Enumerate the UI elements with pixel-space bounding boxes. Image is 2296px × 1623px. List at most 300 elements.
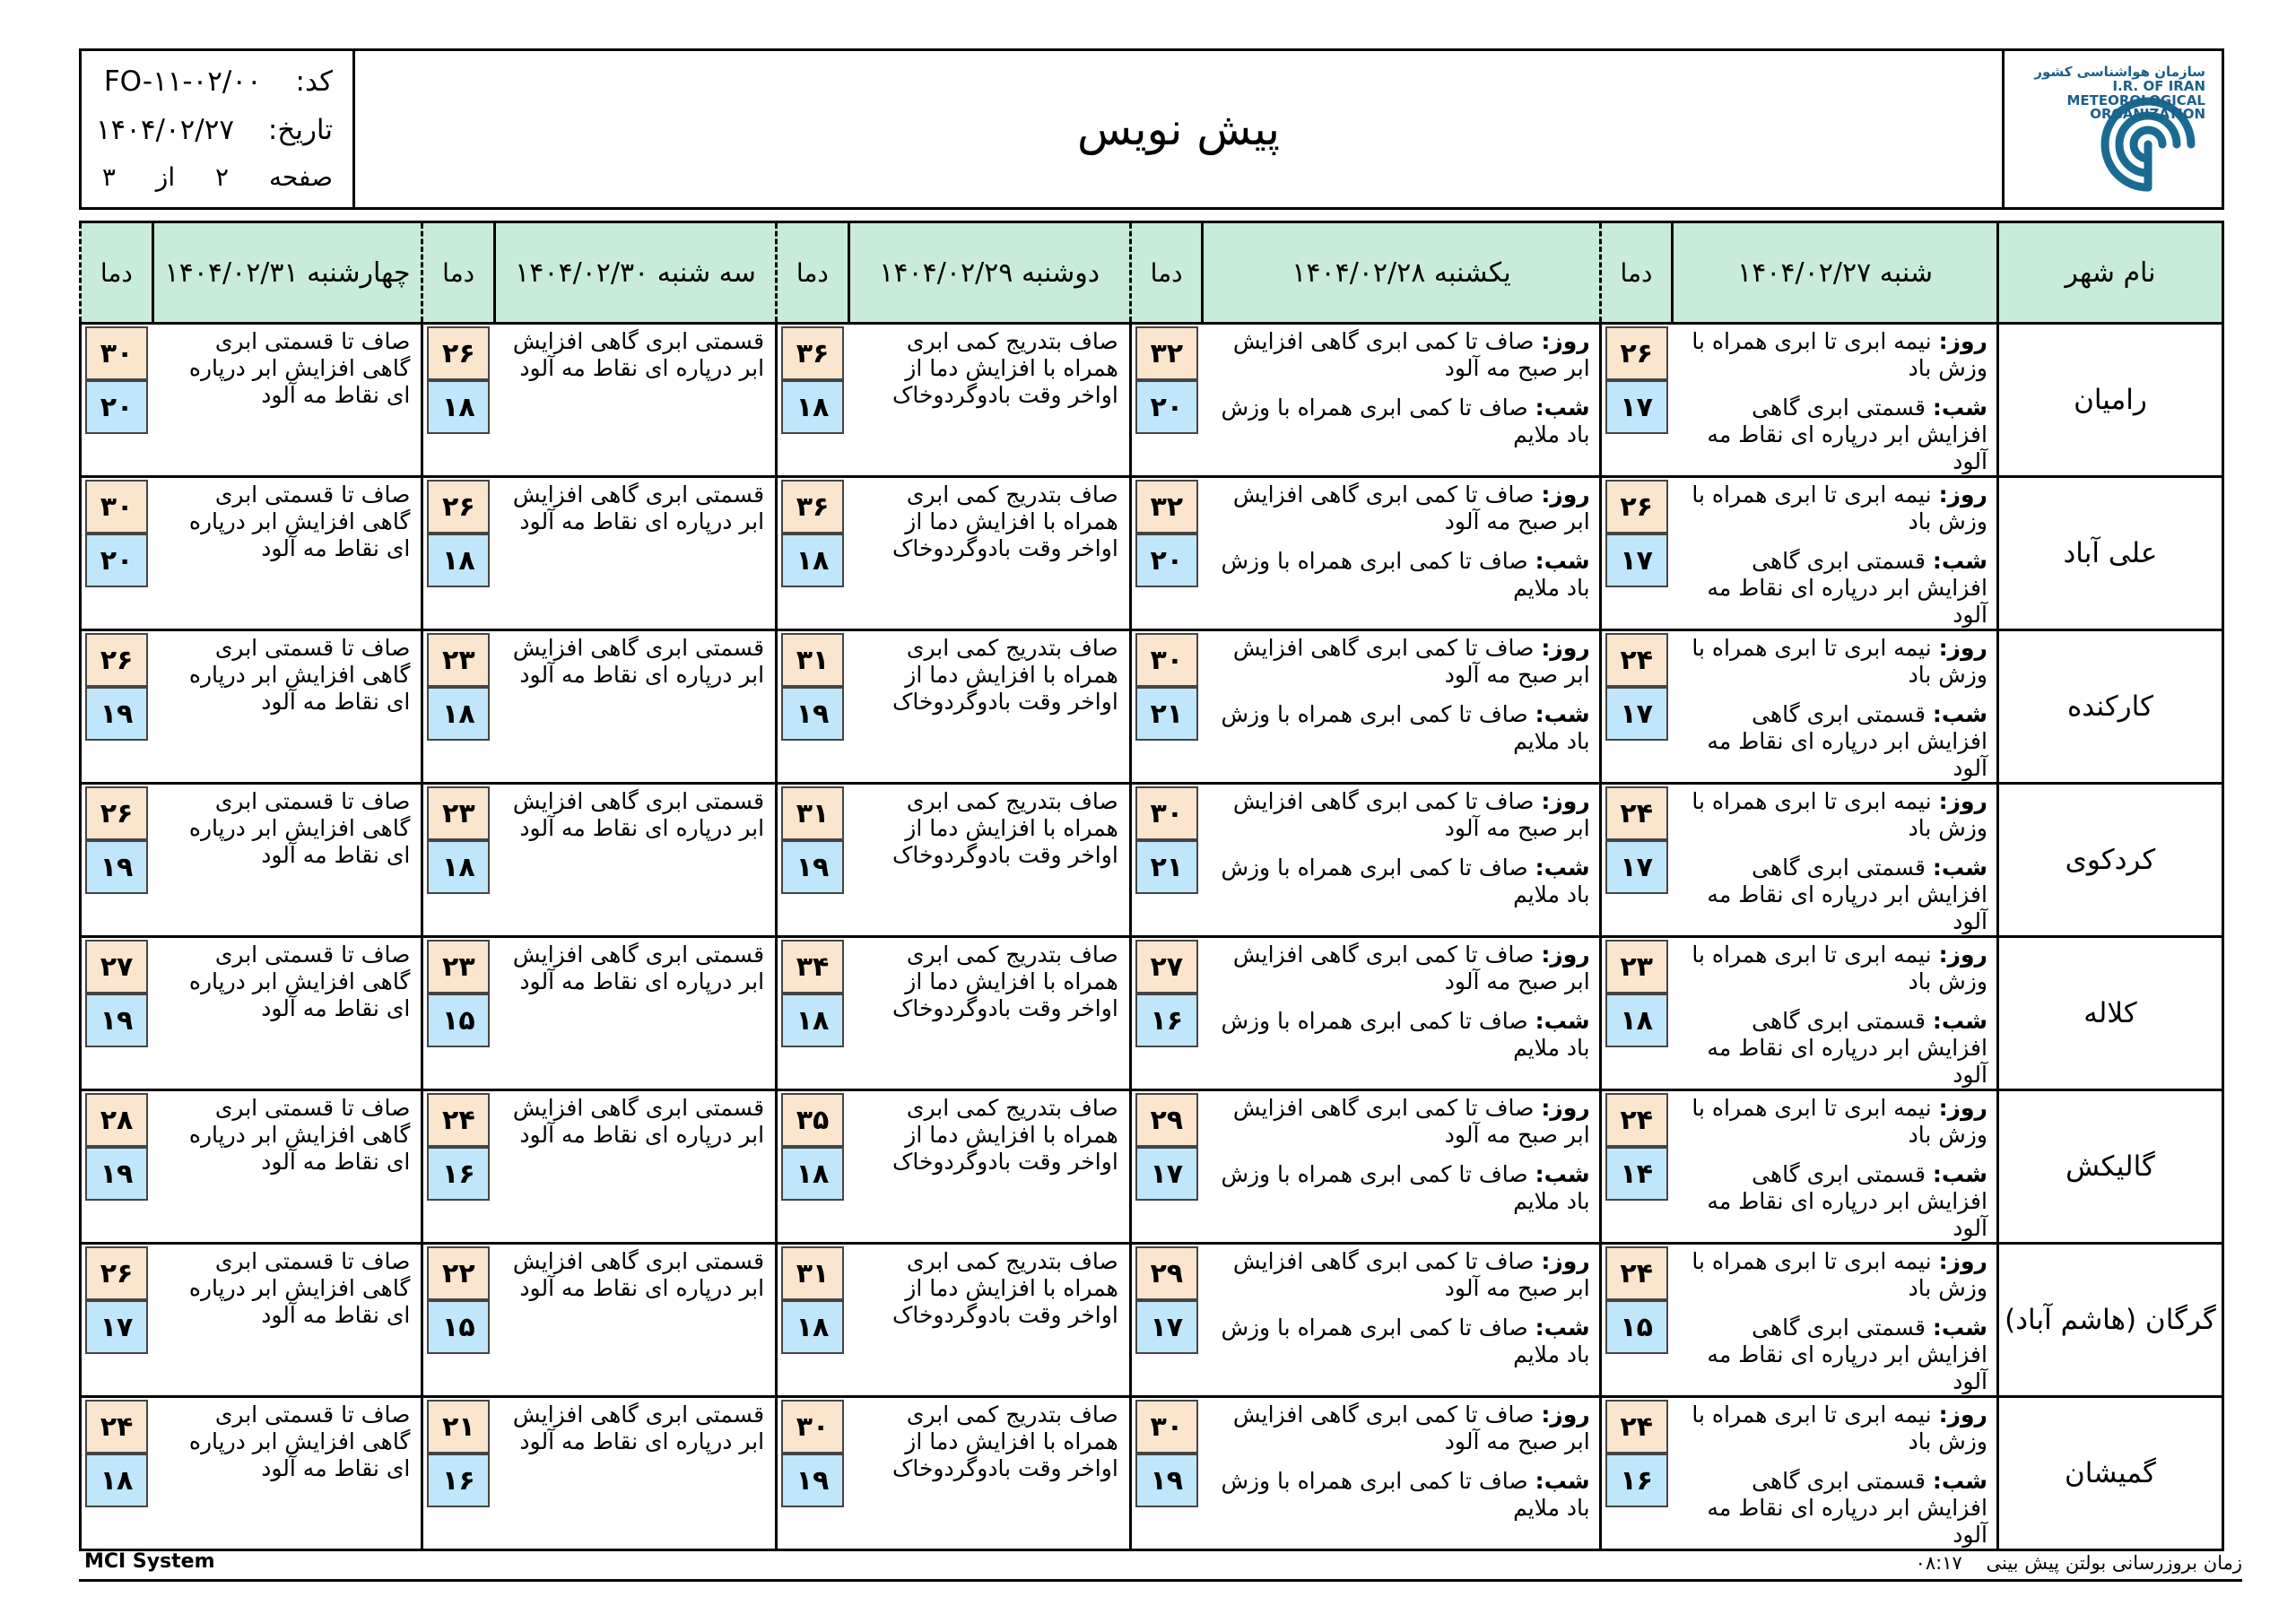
night-forecast [1212,1468,1590,1522]
table-row [81,784,2223,937]
forecast-cell [1673,477,1998,630]
day-forecast [1682,482,1987,535]
max-temperature: ۳۴ [781,940,844,994]
day-forecast-text: نیمه ابری تا ابری همراه با وزش باد [1692,1095,1987,1148]
min-temperature: ۱۵ [427,1300,490,1354]
temperature-cell [1130,477,1203,630]
max-temperature: ۳۵ [781,1093,844,1147]
day-prefix: روز: [1541,635,1590,661]
update-time: ۰۸:۱۷ [1915,1552,1962,1574]
day-forecast [1212,635,1590,689]
table-row [81,1244,2223,1397]
min-temperature: ۱۹ [781,687,844,741]
day-prefix: روز: [1541,328,1590,354]
day-prefix: روز: [1541,482,1590,508]
day-forecast [1682,942,1987,995]
min-temperature: ۱۹ [85,994,148,1047]
temp-column-header: دما [422,222,495,324]
max-temperature: ۲۴ [1605,1093,1668,1147]
night-prefix: شب: [1932,855,1987,881]
forecast-cell [1203,324,1600,477]
forecast-cell [1673,324,1998,477]
min-temperature: ۱۶ [1605,1454,1668,1507]
temp-column-header: دما [1130,222,1203,324]
min-temperature: ۱۸ [427,687,490,741]
logo-text [2026,65,2205,122]
day-prefix: روز: [1938,788,1987,814]
max-temperature: ۲۷ [1135,940,1198,994]
min-temperature: ۲۰ [1135,380,1198,434]
min-temperature: ۱۹ [781,1454,844,1507]
day-forecast [1682,1402,1987,1455]
forecast-cell: صاف بتدریج کمی ابری همراه با افزایش دما از اواخر وقت بادوگردوخاک [848,324,1130,477]
temperature-cell [1130,937,1203,1090]
day-forecast-text: نیمه ابری تا ابری همراه با وزش باد [1692,635,1987,688]
max-temperature: ۳۰ [1135,1400,1198,1454]
forecast-cell: قسمتی ابری گاهی افزایش ابر درپاره ای نقاط مه آلود [494,630,776,784]
page-number: ۲ [215,162,230,192]
day-forecast-text: نیمه ابری تا ابری همراه با وزش باد [1692,1248,1987,1301]
temperature-cell [1130,324,1203,477]
min-temperature: ۱۷ [1605,687,1668,741]
city-name: کارکنده [1997,630,2222,784]
temperature-cell [81,1244,153,1397]
max-temperature: ۲۹ [1135,1246,1198,1300]
day-forecast [1682,1095,1987,1149]
temperature-cell [81,1397,153,1550]
temperature-cell [1130,1397,1203,1550]
night-forecast-text: قسمتی ابری گاهی افزایش ابر درپاره ای نقاط مه آلود [1707,1008,1987,1088]
temperature-cell [422,784,495,937]
min-temperature: ۱۷ [1135,1147,1198,1201]
temperature-cell [1130,1244,1203,1397]
forecast-cell: صاف بتدریج کمی ابری همراه با افزایش دما از اواخر وقت بادوگردوخاک [848,1244,1130,1397]
city-name: گالیکش [1997,1090,2222,1244]
forecast-cell: صاف تا قسمتی ابری گاهی افزایش ابر درپاره ای نقاط مه آلود [152,937,422,1090]
min-temperature: ۱۷ [85,1300,148,1354]
forecast-cell [1673,1397,1998,1550]
night-forecast-text: قسمتی ابری گاهی افزایش ابر درپاره ای نقاط مه آلود [1707,1161,1987,1241]
night-forecast-text: قسمتی ابری گاهی افزایش ابر درپاره ای نقاط مه آلود [1707,1468,1987,1548]
date-value: ۱۴۰۴/۰۲/۲۷ [95,114,234,146]
max-temperature: ۳۰ [85,480,148,534]
forecast-cell [1203,1090,1600,1244]
min-temperature: ۲۰ [85,380,148,434]
forecast-cell [1673,1244,1998,1397]
date-row [96,114,333,146]
day-forecast [1682,1248,1987,1302]
night-prefix: شب: [1932,548,1987,574]
temperature-cell [81,324,153,477]
forecast-cell: قسمتی ابری گاهی افزایش ابر درپاره ای نقاط مه آلود [494,937,776,1090]
forecast-cell: صاف تا قسمتی ابری گاهی افزایش ابر درپاره ای نقاط مه آلود [152,1397,422,1550]
min-temperature: ۱۸ [427,380,490,434]
forecast-cell: صاف تا قسمتی ابری گاهی افزایش ابر درپاره ای نقاط مه آلود [152,324,422,477]
min-temperature: ۲۰ [85,534,148,587]
temperature-cell [81,477,153,630]
forecast-cell: صاف بتدریج کمی ابری همراه با افزایش دما از اواخر وقت بادوگردوخاک [848,1397,1130,1550]
logo-persian-text: سازمان هواشناسی کشور [2034,64,2205,80]
night-forecast [1682,1008,1987,1089]
temperature-cell [422,477,495,630]
temperature-cell [1130,1090,1203,1244]
night-prefix: شب: [1535,548,1590,574]
day-forecast [1682,328,1987,382]
table-row [81,1397,2223,1550]
min-temperature: ۱۷ [1605,380,1668,434]
temperature-cell [1600,477,1673,630]
night-prefix: شب: [1932,701,1987,727]
day-forecast-text: نیمه ابری تا ابری همراه با وزش باد [1692,788,1987,841]
city-name: کلاله [1997,937,2222,1090]
forecast-cell [1673,937,1998,1090]
day-prefix: روز: [1938,328,1987,354]
max-temperature: ۲۶ [427,480,490,534]
code-label: کد: [295,65,333,98]
forecast-cell: صاف بتدریج کمی ابری همراه با افزایش دما از اواخر وقت بادوگردوخاک [848,630,1130,784]
forecast-cell [1673,1090,1998,1244]
night-forecast [1212,548,1590,602]
min-temperature: ۱۷ [1605,840,1668,894]
temperature-cell [1600,937,1673,1090]
day-forecast [1212,1248,1590,1302]
max-temperature: ۲۹ [1135,1093,1198,1147]
day-column-header: شنبه ۱۴۰۴/۰۲/۲۷ [1673,222,1998,324]
night-prefix: شب: [1535,1468,1590,1494]
forecast-cell: قسمتی ابری گاهی افزایش ابر درپاره ای نقاط مه آلود [494,477,776,630]
temperature-cell [1600,784,1673,937]
max-temperature: ۲۳ [427,633,490,687]
temperature-cell [777,784,849,937]
day-forecast-text: صاف تا کمی ابری گاهی افزایش ابر صبح مه آلود [1232,1402,1590,1454]
table-row [81,324,2223,477]
system-name: MCI System [84,1550,215,1573]
day-prefix: روز: [1938,1248,1987,1274]
temp-column-header: دما [81,222,153,324]
min-temperature: ۱۷ [1605,534,1668,587]
min-temperature: ۱۸ [427,534,490,587]
day-forecast-text: نیمه ابری تا ابری همراه با وزش باد [1692,328,1987,381]
temperature-cell [81,1090,153,1244]
page-title: پیش نویس [1076,103,1281,155]
night-forecast-text: صاف تا کمی ابری همراه با وزش باد ملایم [1221,395,1590,447]
forecast-cell [1203,630,1600,784]
temperature-cell [777,477,849,630]
page-of: از [155,162,176,192]
night-forecast [1212,395,1590,448]
night-forecast-text: صاف تا کمی ابری همراه با وزش باد ملایم [1221,701,1590,754]
max-temperature: ۳۰ [781,1400,844,1454]
night-forecast-text: صاف تا کمی ابری همراه با وزش باد ملایم [1221,548,1590,601]
day-prefix: روز: [1541,1248,1590,1274]
day-forecast-text: صاف تا کمی ابری گاهی افزایش ابر صبح مه آلود [1232,328,1590,381]
temperature-cell [777,937,849,1090]
max-temperature: ۲۶ [85,633,148,687]
page-label: صفحه [268,162,333,192]
update-info [1916,1552,2242,1574]
min-temperature: ۲۱ [1135,840,1198,894]
page-footer [79,1550,2242,1582]
temperature-cell [1600,1244,1673,1397]
night-forecast [1212,701,1590,755]
night-prefix: شب: [1932,395,1987,421]
day-forecast [1212,482,1590,535]
night-forecast [1682,701,1987,782]
min-temperature: ۱۸ [1605,994,1668,1047]
forecast-cell: قسمتی ابری گاهی افزایش ابر درپاره ای نقاط مه آلود [494,1397,776,1550]
max-temperature: ۳۱ [781,786,844,840]
forecast-cell: قسمتی ابری گاهی افزایش ابر درپاره ای نقاط مه آلود [494,784,776,937]
page-row [70,162,333,192]
max-temperature: ۲۱ [427,1400,490,1454]
logo-english-line-1: I.R. OF IRAN [2112,77,2205,94]
temperature-cell [422,1244,495,1397]
forecast-cell [1203,1244,1600,1397]
min-temperature: ۲۱ [1135,687,1198,741]
day-forecast-text: صاف تا کمی ابری گاهی افزایش ابر صبح مه آلود [1232,1095,1590,1148]
forecast-cell: قسمتی ابری گاهی افزایش ابر درپاره ای نقاط مه آلود [494,324,776,477]
min-temperature: ۱۹ [1135,1454,1198,1507]
night-prefix: شب: [1932,1161,1987,1187]
city-name: کردکوی [1997,784,2222,937]
min-temperature: ۱۸ [781,1147,844,1201]
temperature-cell [422,630,495,784]
table-header-row [81,222,2223,324]
min-temperature: ۱۶ [427,1454,490,1507]
min-temperature: ۲۰ [1135,534,1198,587]
night-forecast-text: قسمتی ابری گاهی افزایش ابر درپاره ای نقاط مه آلود [1707,855,1987,934]
temperature-cell [81,630,153,784]
day-prefix: روز: [1938,1095,1987,1121]
forecast-cell: صاف تا قسمتی ابری گاهی افزایش ابر درپاره ای نقاط مه آلود [152,1244,422,1397]
day-prefix: روز: [1938,635,1987,661]
night-forecast-text: صاف تا کمی ابری همراه با وزش باد ملایم [1221,855,1590,907]
min-temperature: ۱۵ [427,994,490,1047]
day-forecast-text: صاف تا کمی ابری گاهی افزایش ابر صبح مه آلود [1232,635,1590,688]
temperature-cell [777,1090,849,1244]
night-forecast-text: قسمتی ابری گاهی افزایش ابر درپاره ای نقاط مه آلود [1707,395,1987,474]
night-prefix: شب: [1932,1315,1987,1341]
min-temperature: ۱۸ [781,380,844,434]
date-label: تاریخ: [267,114,333,146]
max-temperature: ۳۱ [781,633,844,687]
temperature-cell [1130,784,1203,937]
max-temperature: ۲۳ [427,940,490,994]
max-temperature: ۳۲ [1135,326,1198,380]
min-temperature: ۱۸ [427,840,490,894]
night-forecast [1682,548,1987,629]
temperature-cell [777,630,849,784]
max-temperature: ۳۰ [1135,633,1198,687]
day-prefix: روز: [1938,942,1987,968]
temperature-cell [777,1244,849,1397]
min-temperature: ۱۸ [781,994,844,1047]
day-forecast [1212,1095,1590,1149]
max-temperature: ۳۱ [781,1246,844,1300]
temperature-cell [777,324,849,477]
night-forecast-text: قسمتی ابری گاهی افزایش ابر درپاره ای نقاط مه آلود [1707,701,1987,781]
city-name: رامیان [1997,324,2222,477]
max-temperature: ۳۶ [781,326,844,380]
min-temperature: ۱۶ [1135,994,1198,1047]
forecast-cell: صاف بتدریج کمی ابری همراه با افزایش دما از اواخر وقت بادوگردوخاک [848,937,1130,1090]
city-name: گمیشان [1997,1397,2222,1550]
min-temperature: ۱۸ [781,534,844,587]
max-temperature: ۲۶ [427,326,490,380]
night-prefix: شب: [1932,1008,1987,1034]
day-forecast-text: صاف تا کمی ابری گاهی افزایش ابر صبح مه آلود [1232,1248,1590,1301]
code-value: FO-۱۱-۰۲/۰۰ [103,65,262,98]
temp-column-header: دما [777,222,849,324]
min-temperature: ۱۹ [85,840,148,894]
max-temperature: ۲۳ [1605,940,1668,994]
day-column-header: سه شنبه ۱۴۰۴/۰۲/۳۰ [494,222,776,324]
night-forecast [1212,1315,1590,1368]
forecast-cell: صاف بتدریج کمی ابری همراه با افزایش دما از اواخر وقت بادوگردوخاک [848,1090,1130,1244]
temperature-cell [777,1397,849,1550]
night-forecast-text: قسمتی ابری گاهی افزایش ابر درپاره ای نقاط مه آلود [1707,548,1987,628]
max-temperature: ۲۴ [1605,633,1668,687]
city-column-header: نام شهر [1997,222,2222,324]
max-temperature: ۲۲ [427,1246,490,1300]
max-temperature: ۲۶ [1605,480,1668,534]
day-prefix: روز: [1938,1402,1987,1428]
forecast-cell [1673,630,1998,784]
min-temperature: ۱۵ [1605,1300,1668,1354]
day-forecast [1212,1402,1590,1455]
night-forecast [1212,855,1590,908]
forecast-cell: صاف بتدریج کمی ابری همراه با افزایش دما از اواخر وقت بادوگردوخاک [848,784,1130,937]
code-row [104,65,333,98]
night-prefix: شب: [1535,1008,1590,1034]
night-forecast [1682,395,1987,475]
max-temperature: ۲۴ [1605,1400,1668,1454]
temperature-cell [1600,324,1673,477]
min-temperature: ۱۹ [85,1147,148,1201]
day-forecast-text: نیمه ابری تا ابری همراه با وزش باد [1692,1402,1987,1454]
temperature-cell [1130,630,1203,784]
temperature-cell [422,1090,495,1244]
forecast-cell [1203,784,1600,937]
day-forecast-text: صاف تا کمی ابری گاهی افزایش ابر صبح مه آلود [1232,482,1590,534]
temperature-cell [1600,630,1673,784]
min-temperature: ۱۶ [427,1147,490,1201]
night-forecast-text: صاف تا کمی ابری همراه با وزش باد ملایم [1221,1161,1590,1214]
min-temperature: ۱۸ [781,1300,844,1354]
city-name: علی آباد [1997,477,2222,630]
table-row [81,937,2223,1090]
organization-logo [2002,51,2222,207]
city-name: گرگان (هاشم آباد) [1997,1244,2222,1397]
table-row [81,477,2223,630]
max-temperature: ۲۳ [427,786,490,840]
temperature-cell [81,937,153,1090]
night-forecast [1212,1008,1590,1062]
min-temperature: ۱۸ [85,1454,148,1507]
temp-column-header: دما [1600,222,1673,324]
table-row [81,630,2223,784]
max-temperature: ۲۴ [1605,1246,1668,1300]
night-forecast [1212,1161,1590,1215]
day-forecast [1212,788,1590,842]
day-column-header: چهارشنبه ۱۴۰۴/۰۲/۳۱ [152,222,422,324]
day-forecast-text: نیمه ابری تا ابری همراه با وزش باد [1692,942,1987,994]
document-info [82,51,355,207]
night-forecast [1682,855,1987,935]
max-temperature: ۲۶ [85,786,148,840]
forecast-cell [1203,1397,1600,1550]
max-temperature: ۳۰ [85,326,148,380]
night-forecast-text: قسمتی ابری گاهی افزایش ابر درپاره ای نقاط مه آلود [1707,1315,1987,1394]
night-prefix: شب: [1535,855,1590,881]
temperature-cell [422,324,495,477]
day-forecast [1682,635,1987,689]
forecast-cell: صاف بتدریج کمی ابری همراه با افزایش دما از اواخر وقت بادوگردوخاک [848,477,1130,630]
min-temperature: ۱۹ [781,840,844,894]
day-forecast-text: صاف تا کمی ابری گاهی افزایش ابر صبح مه آلود [1232,942,1590,994]
day-prefix: روز: [1541,942,1590,968]
max-temperature: ۳۲ [1135,480,1198,534]
update-label: زمان بروزرسانی بولتن پیش بینی [1986,1552,2242,1574]
day-prefix: روز: [1938,482,1987,508]
day-column-header: دوشنبه ۱۴۰۴/۰۲/۲۹ [848,222,1130,324]
temperature-cell [422,1397,495,1550]
logo-english-line-2: METEOROLOGICAL [2066,91,2205,108]
logo-english-line-3: ORGANIZATION [2090,106,2205,123]
night-forecast-text: صاف تا کمی ابری همراه با وزش باد ملایم [1221,1315,1590,1367]
max-temperature: ۲۴ [1605,786,1668,840]
max-temperature: ۲۶ [1605,326,1668,380]
night-prefix: شب: [1535,1315,1590,1341]
day-forecast [1212,942,1590,995]
table-row [81,1090,2223,1244]
min-temperature: ۱۴ [1605,1147,1668,1201]
night-forecast-text: صاف تا کمی ابری همراه با وزش باد ملایم [1221,1008,1590,1061]
night-prefix: شب: [1535,701,1590,727]
forecast-cell: قسمتی ابری گاهی افزایش ابر درپاره ای نقاط مه آلود [494,1244,776,1397]
night-forecast-text: صاف تا کمی ابری همراه با وزش باد ملایم [1221,1468,1590,1521]
night-forecast [1682,1315,1987,1395]
day-forecast-text: نیمه ابری تا ابری همراه با وزش باد [1692,482,1987,534]
forecast-cell: صاف تا قسمتی ابری گاهی افزایش ابر درپاره ای نقاط مه آلود [152,784,422,937]
day-forecast [1212,328,1590,382]
temperature-cell [422,937,495,1090]
max-temperature: ۲۸ [85,1093,148,1147]
forecast-cell [1203,477,1600,630]
forecast-cell [1673,784,1998,937]
forecast-cell [1203,937,1600,1090]
day-forecast [1682,788,1987,842]
forecast-cell: قسمتی ابری گاهی افزایش ابر درپاره ای نقاط مه آلود [494,1090,776,1244]
night-prefix: شب: [1932,1468,1987,1494]
night-prefix: شب: [1535,1161,1590,1187]
day-prefix: روز: [1541,1095,1590,1121]
max-temperature: ۲۷ [85,940,148,994]
forecast-cell: صاف تا قسمتی ابری گاهی افزایش ابر درپاره ای نقاط مه آلود [152,477,422,630]
day-forecast-text: صاف تا کمی ابری گاهی افزایش ابر صبح مه آلود [1232,788,1590,841]
day-prefix: روز: [1541,1402,1590,1428]
page-total: ۳ [101,162,116,192]
max-temperature: ۳۰ [1135,786,1198,840]
night-prefix: شب: [1535,395,1590,421]
document-header [79,48,2224,210]
max-temperature: ۲۴ [427,1093,490,1147]
temperature-cell [81,784,153,937]
temperature-cell [1600,1397,1673,1550]
max-temperature: ۲۶ [85,1246,148,1300]
forecast-cell: صاف تا قسمتی ابری گاهی افزایش ابر درپاره ای نقاط مه آلود [152,1090,422,1244]
min-temperature: ۱۹ [85,687,148,741]
